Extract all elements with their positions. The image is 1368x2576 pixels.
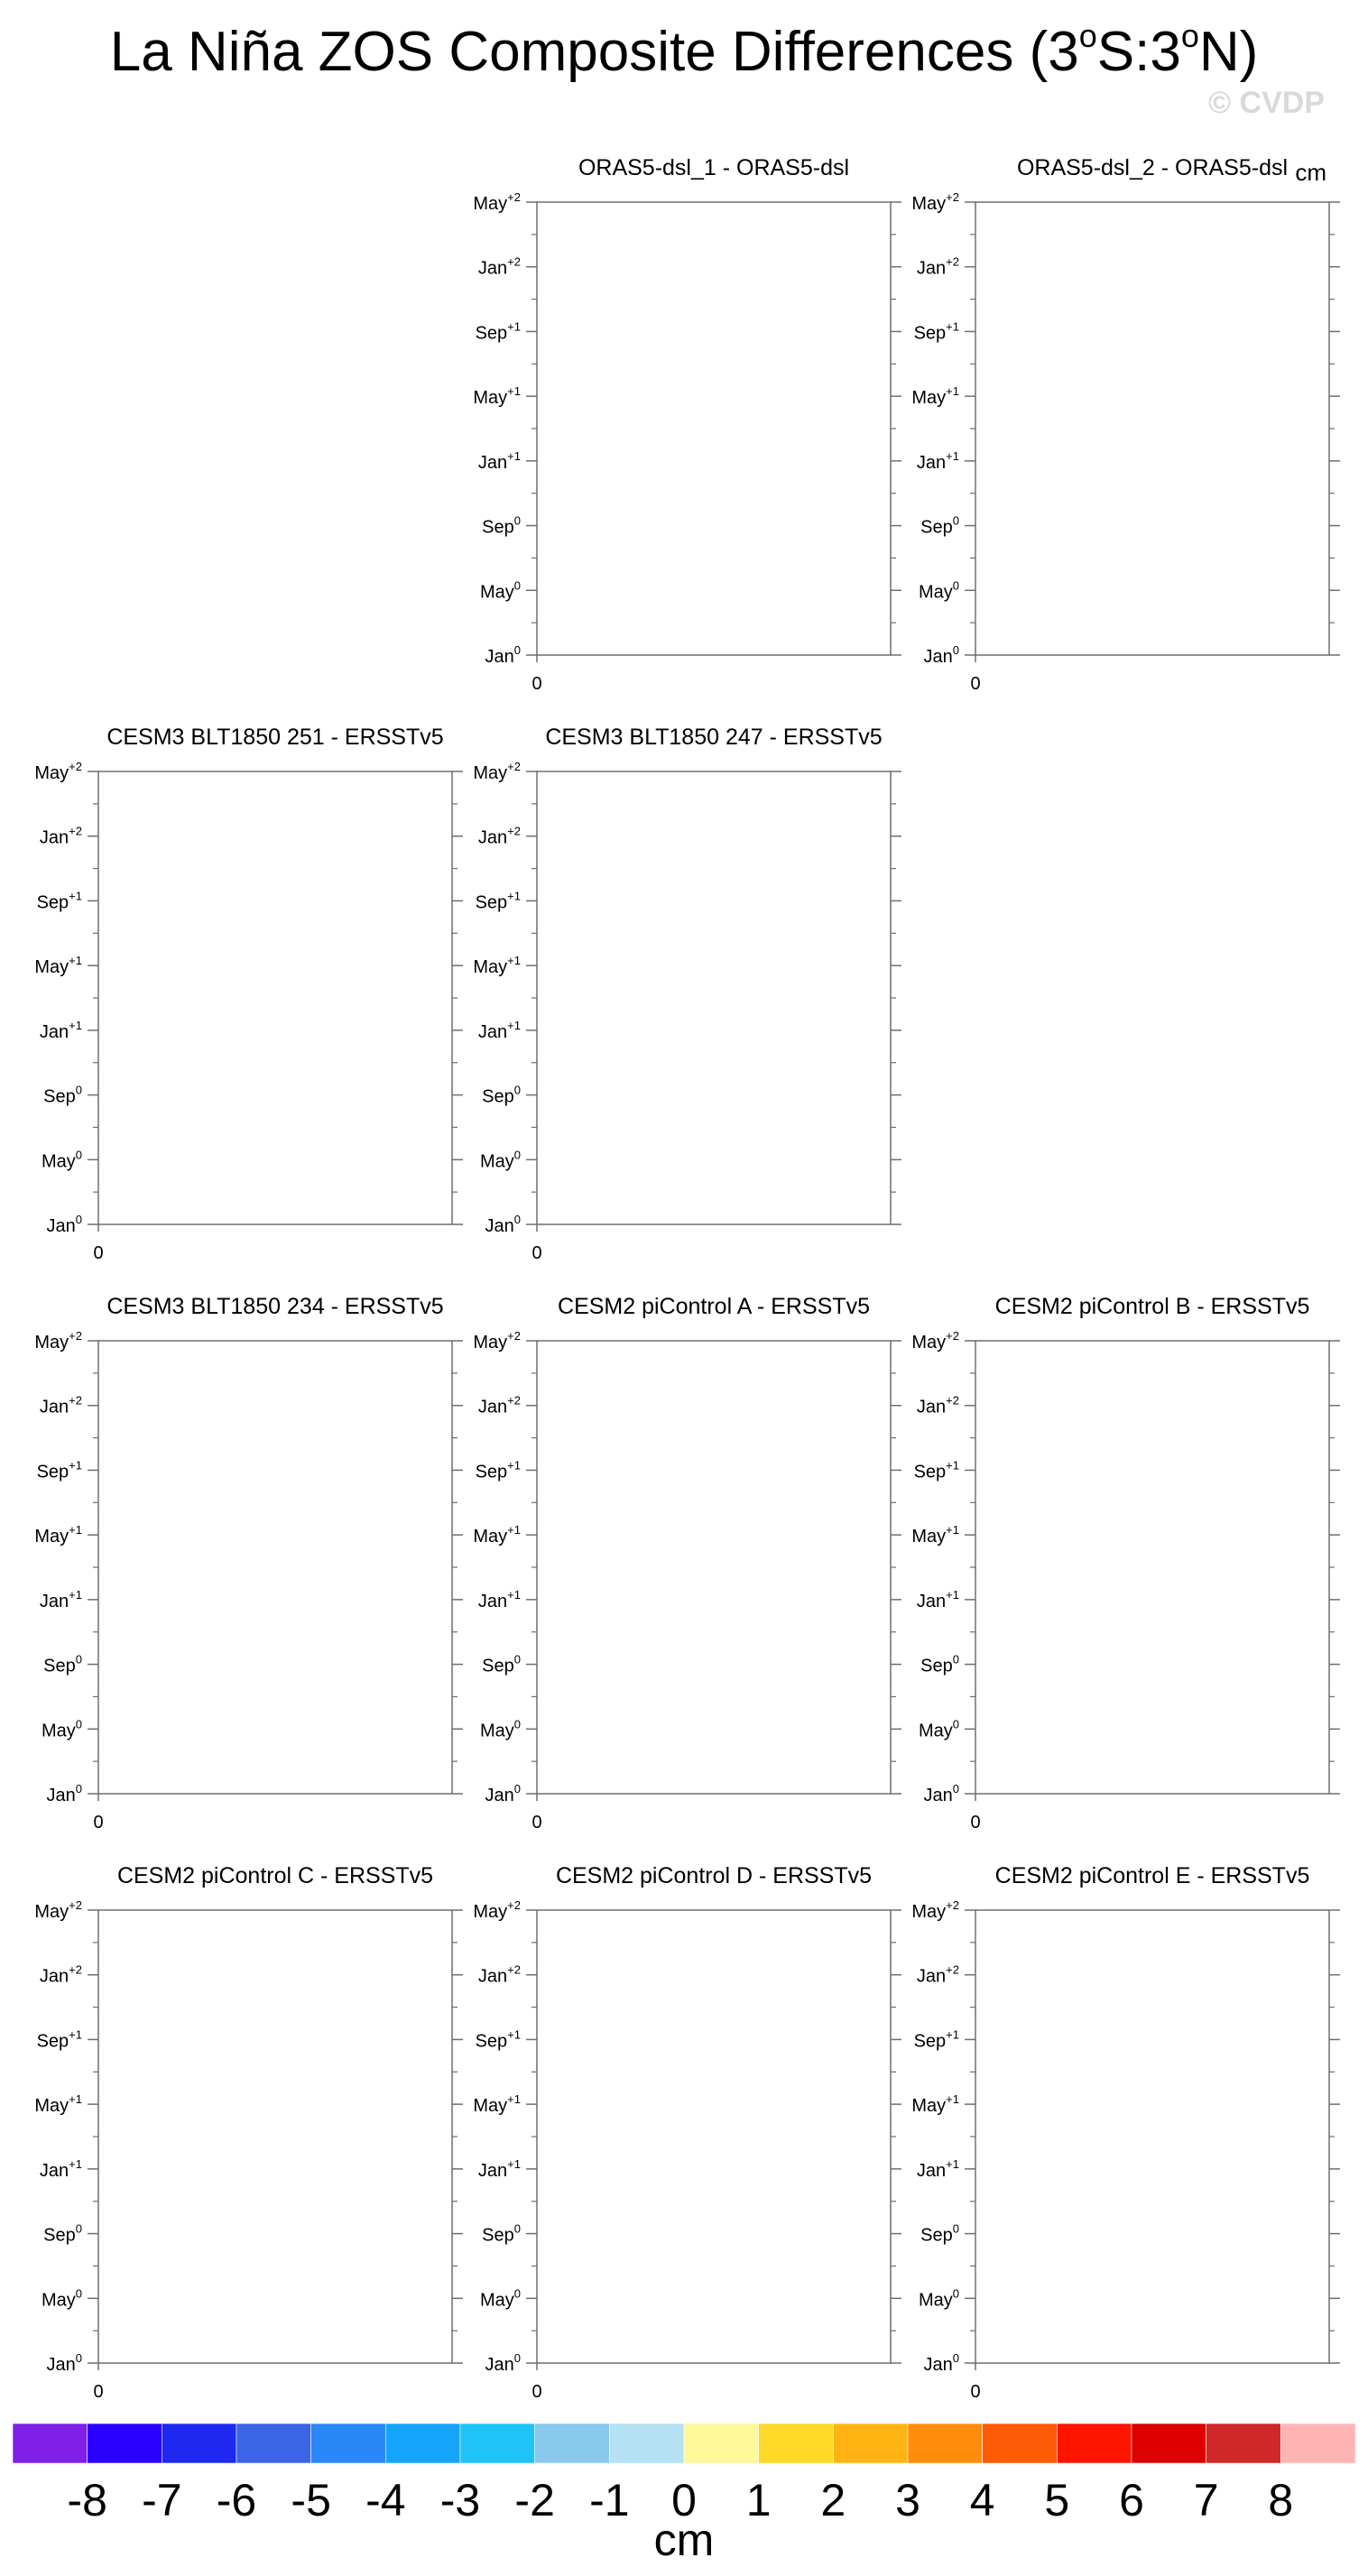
y-tick-label: Sep$^{+1}$ xyxy=(36,1458,82,1482)
panel-7 xyxy=(911,1294,1340,1833)
y-tick-label: Jan$^0$ xyxy=(485,1782,521,1805)
y-tick-label: Jan$^{+2}$ xyxy=(39,824,82,848)
colorbar-label: 1 xyxy=(745,2475,772,2525)
y-tick-label: May$^0$ xyxy=(41,1717,82,1741)
colorbar-label: -5 xyxy=(291,2475,331,2525)
y-tick-label: Sep$^{+1}$ xyxy=(913,319,959,344)
y-tick-label: May$^{+1}$ xyxy=(34,954,82,978)
colorbar-label: -1 xyxy=(589,2475,630,2525)
y-tick-label: May$^0$ xyxy=(918,1717,959,1741)
y-tick-label: Jan$^{+1}$ xyxy=(916,448,959,473)
y-tick-label: May$^{+1}$ xyxy=(911,384,959,409)
y-tick-label: Jan$^{+1}$ xyxy=(39,1018,82,1042)
y-tick-label: Sep$^0$ xyxy=(482,1652,521,1676)
colorbar-swatch xyxy=(684,2424,759,2463)
x-tick-label: 0 xyxy=(970,1813,981,1833)
colorbar-label: -4 xyxy=(365,2475,406,2525)
y-tick-label: Jan$^{+1}$ xyxy=(477,448,521,473)
x-tick-label: 0 xyxy=(970,2382,981,2402)
y-tick-label: Sep$^0$ xyxy=(43,1083,82,1107)
y-tick-label: May$^{+1}$ xyxy=(911,1523,959,1547)
y-tick-label: Sep$^{+1}$ xyxy=(913,1458,959,1482)
y-tick-label: May$^{+2}$ xyxy=(911,190,959,214)
colorbar-swatch xyxy=(311,2424,386,2463)
y-tick-label: May$^0$ xyxy=(41,2286,82,2311)
y-tick-label: Jan$^0$ xyxy=(923,643,959,667)
colorbar-label: 0 xyxy=(671,2475,697,2525)
y-tick-label: May$^{+1}$ xyxy=(473,954,521,978)
panel-9 xyxy=(473,1863,901,2402)
colorbar-label: 8 xyxy=(1268,2475,1294,2525)
y-tick-label: May$^0$ xyxy=(479,1148,521,1172)
y-tick-label: Jan$^{+1}$ xyxy=(477,1587,521,1611)
y-tick-label: May$^{+2}$ xyxy=(473,760,521,783)
colorbar-swatch xyxy=(1132,2424,1206,2463)
y-tick-label: Sep$^0$ xyxy=(482,2221,521,2246)
y-tick-label: May$^{+1}$ xyxy=(473,384,521,409)
y-tick-label: Jan$^{+2}$ xyxy=(477,254,521,279)
x-tick-label: 0 xyxy=(970,674,981,694)
x-tick-label: 0 xyxy=(93,2382,104,2402)
colorbar-swatch xyxy=(162,2424,236,2463)
y-tick-label: May$^{+2}$ xyxy=(473,190,521,214)
panel-title: CESM2 piControl E - ERSSTv5 xyxy=(994,1863,1310,1888)
colorbar-label: -7 xyxy=(142,2475,182,2525)
y-tick-label: Sep$^{+1}$ xyxy=(36,889,82,913)
colorbar-swatch xyxy=(1057,2424,1132,2463)
panel-5 xyxy=(34,1294,463,1833)
y-tick-label: Sep$^{+1}$ xyxy=(475,2027,521,2052)
y-tick-label: Sep$^0$ xyxy=(43,1652,82,1676)
y-tick-label: Sep$^{+1}$ xyxy=(36,2027,82,2052)
colorbar-label: 3 xyxy=(895,2475,920,2525)
panel-1 xyxy=(473,155,901,694)
colorbar-swatch xyxy=(759,2424,834,2463)
colorbar-label: -3 xyxy=(439,2475,481,2525)
colorbar-swatch xyxy=(833,2424,908,2463)
panel-frame xyxy=(975,1341,1329,1794)
y-tick-label: Jan$^0$ xyxy=(923,2351,959,2375)
y-tick-label: Jan$^{+2}$ xyxy=(477,1393,521,1417)
y-tick-label: May$^0$ xyxy=(918,578,959,603)
y-tick-label: Sep$^{+1}$ xyxy=(475,1458,521,1482)
y-tick-label: Jan$^0$ xyxy=(46,1782,82,1805)
colorbar-label: -2 xyxy=(514,2475,555,2525)
y-tick-label: May$^{+2}$ xyxy=(34,1898,82,1922)
y-tick-label: May$^{+2}$ xyxy=(911,1329,959,1353)
watermark: © CVDP xyxy=(1208,86,1325,120)
y-tick-label: Jan$^{+2}$ xyxy=(916,254,959,279)
x-tick-label: 0 xyxy=(531,2382,542,2402)
colorbar-swatch xyxy=(908,2424,983,2463)
panel-frame xyxy=(98,771,452,1224)
y-tick-label: May$^{+2}$ xyxy=(34,760,82,783)
y-tick-label: Sep$^0$ xyxy=(482,1083,521,1107)
panel-title: CESM2 piControl B - ERSSTv5 xyxy=(994,1294,1310,1319)
y-tick-label: Jan$^{+1}$ xyxy=(477,2156,521,2181)
panel-frame xyxy=(537,771,891,1224)
panel-grid xyxy=(34,155,1340,2402)
panel-title: CESM3 BLT1850 251 - ERSSTv5 xyxy=(106,725,444,750)
colorbar-swatch xyxy=(983,2424,1058,2463)
colorbar-label: -6 xyxy=(216,2475,257,2525)
y-tick-label: May$^0$ xyxy=(479,578,521,603)
y-tick-label: May$^0$ xyxy=(479,1717,521,1741)
y-tick-label: May$^0$ xyxy=(479,2286,521,2311)
y-tick-label: Jan$^{+1}$ xyxy=(39,2156,82,2181)
y-tick-label: Jan$^{+1}$ xyxy=(916,1587,959,1611)
y-tick-label: Sep$^0$ xyxy=(43,2221,82,2246)
y-tick-label: Sep$^0$ xyxy=(482,513,521,538)
colorbar-label: 6 xyxy=(1119,2475,1144,2525)
panel-4 xyxy=(473,725,901,1263)
panel-title: CESM3 BLT1850 234 - ERSSTv5 xyxy=(106,1294,444,1319)
y-tick-label: Jan$^0$ xyxy=(485,1213,521,1236)
panel-title: CESM2 piControl D - ERSSTv5 xyxy=(555,1863,873,1888)
panel-frame xyxy=(537,1341,891,1794)
y-tick-label: Jan$^{+2}$ xyxy=(477,824,521,848)
y-tick-label: Jan$^{+1}$ xyxy=(916,2156,959,2181)
panel-title: CESM2 piControl A - ERSSTv5 xyxy=(558,1294,870,1319)
colorbar-swatch xyxy=(1206,2424,1281,2463)
y-tick-label: Sep$^{+1}$ xyxy=(913,2027,959,2052)
colorbar-swatch xyxy=(385,2424,460,2463)
y-tick-label: Jan$^{+2}$ xyxy=(916,1393,959,1417)
panel-title: ORAS5-dsl_2 - ORAS5-dsl xyxy=(1016,155,1289,180)
y-tick-label: Sep$^{+1}$ xyxy=(475,319,521,344)
y-tick-label: May$^{+2}$ xyxy=(34,1329,82,1353)
colorbar-swatch xyxy=(88,2424,162,2463)
x-tick-label: 0 xyxy=(531,1813,542,1833)
y-tick-label: Jan$^{+2}$ xyxy=(916,1962,959,1987)
y-tick-label: Jan$^0$ xyxy=(46,2351,82,2375)
y-tick-label: Jan$^0$ xyxy=(485,643,521,667)
y-tick-label: Sep$^0$ xyxy=(920,513,959,538)
y-tick-label: May$^0$ xyxy=(918,2286,959,2311)
y-tick-label: Sep$^0$ xyxy=(920,1652,959,1676)
panel-frame xyxy=(98,1910,452,2363)
y-tick-label: Sep$^{+1}$ xyxy=(475,889,521,913)
y-tick-label: May$^{+2}$ xyxy=(473,1898,521,1922)
y-tick-label: Jan$^{+2}$ xyxy=(477,1962,521,1987)
panel-frame xyxy=(537,202,891,655)
y-tick-label: May$^0$ xyxy=(41,1148,82,1172)
colorbar xyxy=(13,2424,1355,2525)
y-tick-label: Jan$^{+2}$ xyxy=(39,1962,82,1987)
x-tick-label: 0 xyxy=(93,1243,104,1263)
units-label-top: cm xyxy=(1295,159,1326,186)
panel-title: CESM2 piControl C - ERSSTv5 xyxy=(116,1863,434,1888)
y-tick-label: Sep$^0$ xyxy=(920,2221,959,2246)
x-tick-label: 0 xyxy=(93,1813,104,1833)
colorbar-swatch xyxy=(1280,2424,1355,2463)
colorbar-label: -8 xyxy=(67,2475,107,2525)
panel-title: CESM3 BLT1850 247 - ERSSTv5 xyxy=(545,725,883,750)
colorbar-swatch xyxy=(236,2424,311,2463)
figure-title: La Niña ZOS Composite Differences (3$^o$S:3$^o$N) xyxy=(109,17,1259,83)
y-tick-label: May$^{+2}$ xyxy=(911,1898,959,1922)
y-tick-label: May$^{+1}$ xyxy=(34,1523,82,1547)
panel-frame xyxy=(537,1910,891,2363)
colorbar-label: 2 xyxy=(820,2475,846,2525)
panel-frame xyxy=(975,1910,1329,2363)
y-tick-label: Jan$^0$ xyxy=(485,2351,521,2375)
panel-title: ORAS5-dsl_1 - ORAS5-dsl xyxy=(578,155,850,180)
panel-8 xyxy=(34,1863,463,2402)
panel-6 xyxy=(473,1294,901,1833)
y-tick-label: May$^{+1}$ xyxy=(34,2092,82,2117)
colorbar-units-label: cm xyxy=(653,2515,715,2565)
colorbar-swatch xyxy=(13,2424,88,2463)
y-tick-label: May$^{+1}$ xyxy=(473,1523,521,1547)
y-tick-label: May$^{+1}$ xyxy=(911,2092,959,2117)
colorbar-label: 7 xyxy=(1193,2475,1219,2525)
colorbar-label: 4 xyxy=(969,2475,995,2525)
panel-2 xyxy=(911,155,1340,694)
panel-3 xyxy=(34,725,463,1263)
y-tick-label: Jan$^{+1}$ xyxy=(39,1587,82,1611)
colorbar-label: 5 xyxy=(1044,2475,1070,2525)
panel-10 xyxy=(911,1863,1340,2402)
y-tick-label: Jan$^0$ xyxy=(923,1782,959,1805)
x-tick-label: 0 xyxy=(531,674,542,694)
colorbar-swatch xyxy=(609,2424,684,2463)
y-tick-label: Jan$^0$ xyxy=(46,1213,82,1236)
y-tick-label: May$^{+2}$ xyxy=(473,1329,521,1353)
panel-frame xyxy=(975,202,1329,655)
panel-frame xyxy=(98,1341,452,1794)
x-tick-label: 0 xyxy=(531,1243,542,1263)
colorbar-swatch xyxy=(535,2424,610,2463)
y-tick-label: Jan$^{+1}$ xyxy=(477,1018,521,1042)
y-tick-label: Jan$^{+2}$ xyxy=(39,1393,82,1417)
y-tick-label: May$^{+1}$ xyxy=(473,2092,521,2117)
colorbar-swatch xyxy=(460,2424,535,2463)
